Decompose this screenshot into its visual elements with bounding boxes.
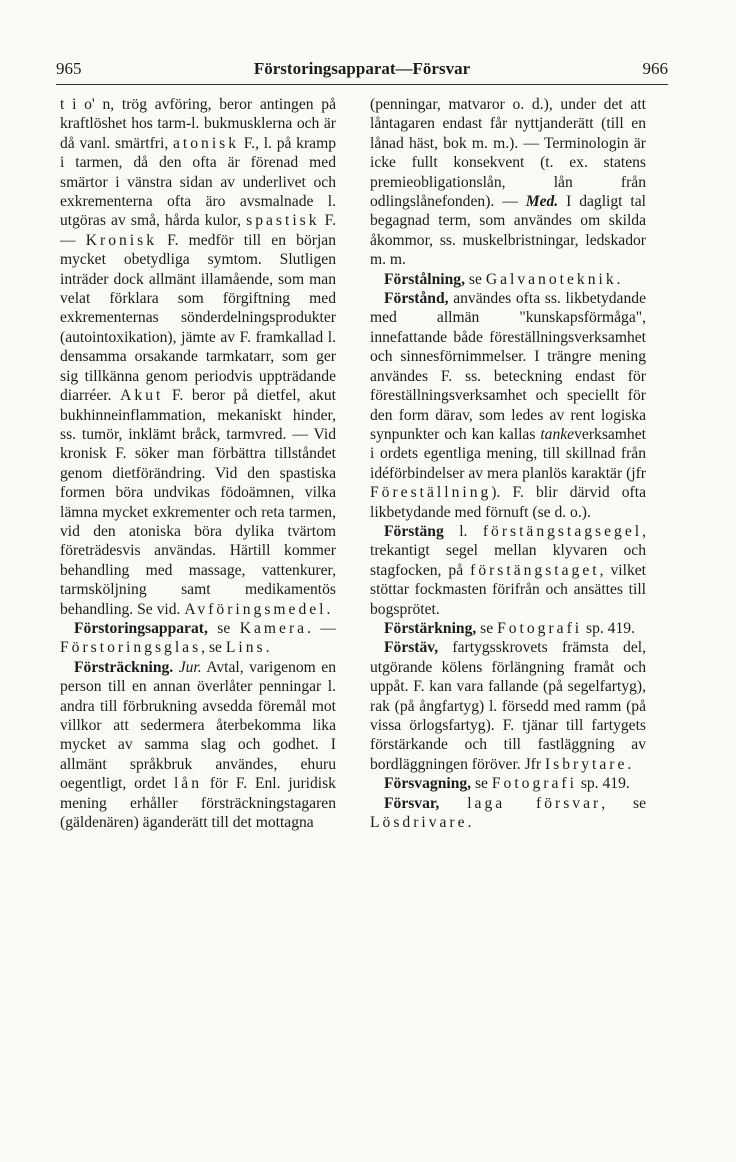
body-text: sp. 419. (576, 775, 630, 793)
left-page-number: 965 (56, 59, 82, 78)
spaced-reference: Kamera (239, 619, 308, 637)
spaced-reference: spastisk (246, 212, 320, 230)
left-column (60, 95, 336, 832)
continued-entry-paragraph (60, 95, 336, 619)
body-text: . (627, 755, 632, 773)
body-text: sp. 419. (582, 619, 635, 637)
spaced-reference: Galvanoteknik (485, 270, 617, 288)
body-text: (penningar, matvaror o. d.), under det att låntagaren endast får nyttjanderätt (till en lånad häst, bok m. m.). — Terminologin är icke fullt konsekvent (t. ex. statens premieobligationslån, lån från odlingslånefonden). — (370, 96, 646, 211)
body-text: . — (307, 619, 337, 637)
entry-forstarkning (370, 619, 646, 638)
body-text: tanke (540, 425, 575, 443)
entry-headword: Förstoringsapparat, (74, 619, 208, 637)
body-text: , vilket stöttar fockmasten förifrån och ansättes till bogsprötet. (370, 561, 646, 618)
body-text: ). F. blir därvid ofta likbetydande med förnuft (se d. o.). (370, 484, 646, 521)
entry-headword: Försvagning, (384, 775, 472, 793)
body-text: , se (201, 639, 226, 657)
entry-forsvar (370, 794, 646, 833)
entry-forstalning (370, 270, 646, 289)
entry-forsvagning (370, 774, 646, 793)
spaced-reference: Isbrytare (544, 755, 628, 773)
body-text: Avtal, varigenom en person till en annan överlåter penningar l. andra till förbrukning avsedda föremål mot villkor att sedermera återbekomma lika mycket av samma slag och godhet. I allmänt språkbruk användes, ehuru oegentligt, ordet (60, 658, 337, 793)
body-text: användes ofta ss. likbetydande med allmän "kunskapsförmåga", innefattande både föreställningsverksamhet och sinnesförnimmelser. I trängre mening användes F. ss. beteckning endast för föreställningsverksamhet och speciellt för den form därav, som ledes av rent logiska synpunkter och kan kallas (370, 290, 646, 443)
spaced-reference: atonisk (172, 134, 240, 152)
entry-headword: Försträckning. (74, 658, 174, 676)
body-text: F., l. på kramp i tarmen, då den ofta är förenad med smärtor i vänstra sidan av underlivet och exkrementerna ofta äro avsmalnade l. utgöras av små, hårda kulor, (60, 134, 336, 230)
body-text: se (207, 619, 240, 637)
entry-forstrackning (60, 658, 336, 833)
body-text: Med. (525, 193, 559, 211)
entry-headword: Förstäv, (384, 639, 439, 657)
body-text: Jur. (178, 658, 202, 676)
body-text: F. beror på dietfel, akut bukhinneinflammation, mekaniskt hinder, ss. tumör, inklämt bråck, tarmvred. — Vid kronisk F. söker man förbättra tillståndet genom dietförändring. Vid den spastiska formen böra undvikas födoämnen, vilka lämna mycket exkrementer och reta tarmen, vid den atoniska böra dylika tvärtom företrädesvis användas. Härtill kommer behandling med massage, vattenkurer, tarmsköljning samt medikamentös behandling. Se vid. (60, 387, 336, 618)
entry-forstang (370, 522, 646, 619)
spaced-reference: Föreställning (370, 484, 492, 502)
body-text: se (471, 775, 492, 793)
body-text: för F. Enl. juridisk mening erhåller försträckningstagaren (gäldenären) äganderätt till det mottagna (60, 775, 336, 832)
spaced-reference: Kronisk (85, 231, 157, 249)
body-text: t i o' n, trög avföring, beror antingen på kraftlöshet hos tarm-l. bukmusklerna och är då vanl. smärtfri, (60, 96, 336, 152)
body-text: . (265, 639, 270, 657)
body-text: . (326, 600, 331, 618)
spaced-reference: Avföringsmedel (184, 600, 327, 618)
entry-headword: Försvar, (384, 794, 440, 812)
body-text (439, 795, 467, 812)
spaced-reference: Lins (225, 639, 266, 657)
spaced-reference: förstängstagsegel (482, 522, 643, 540)
body-text: , se (601, 794, 646, 812)
entry-forstoringsapparat (60, 619, 336, 658)
spaced-reference: Fotografi (497, 619, 583, 637)
body-text: . (616, 270, 621, 288)
entry-headword: Förstärkning, (384, 619, 477, 637)
spaced-reference: Fotografi (491, 775, 577, 793)
body-text: , trekantigt segel mellan klyvaren och stagfocken, på (370, 522, 646, 579)
entry-forstav (370, 638, 646, 774)
body-text: . (467, 814, 472, 832)
body-text: se (465, 270, 486, 288)
spaced-reference: förstängstaget (470, 561, 600, 579)
body-text: F. medför till en början mycket obetydliga symtom. Slutligen inträder dock allmänt illamående, som man velat förklara som förgiftning med exkrementernas sönderdelningsprodukter (autointoxikation), jämte av F. framkallad l. densamma orsakande tarmkatarr, som ger sig tillkänna genom periodvis uppträdande diarréer. (60, 231, 336, 405)
body-text: fartygsskrovets främsta del, utgörande kölens förlängning framåt och uppåt. F. kan vara fallande (på segelfartyg), rak (på ångfartyg) l. försedd med ramm (på vissa örlogsfartyg). F. tjänar till fartygets förstärkande och till fastläggning av bordläggningen föröver. Jfr (370, 639, 646, 773)
body-text: verksamhet i ordets egentliga mening, till skillnad från idéförbindelser av mera planlös karaktär (jfr (370, 425, 646, 482)
running-title: Förstoringsapparat—Försvar (253, 59, 471, 78)
spaced-reference: Förstoringsglas (60, 639, 202, 657)
entry-headword: Förstäng (384, 522, 444, 540)
spaced-reference: Lösdrivare (370, 814, 468, 832)
spaced-reference: lån (173, 775, 202, 793)
entry-forstand (370, 289, 646, 522)
spaced-reference: laga försvar (467, 794, 602, 812)
right-page-number: 966 (642, 59, 668, 78)
right-column (370, 95, 646, 832)
spaced-reference: Akut (120, 387, 164, 405)
page-header (56, 54, 668, 85)
body-text: l. (443, 522, 483, 540)
body-text: se (476, 619, 498, 637)
body-text: I dagligt tal begagnad term, som användes om skilda åkommor, ss. muskelbristningar, ledskador m. m. (370, 193, 646, 269)
entry-headword: Förstålning, (384, 270, 466, 288)
continued-entry-paragraph (370, 95, 646, 270)
body-text: F. — (60, 212, 336, 249)
entry-headword: Förstånd, (384, 290, 449, 308)
